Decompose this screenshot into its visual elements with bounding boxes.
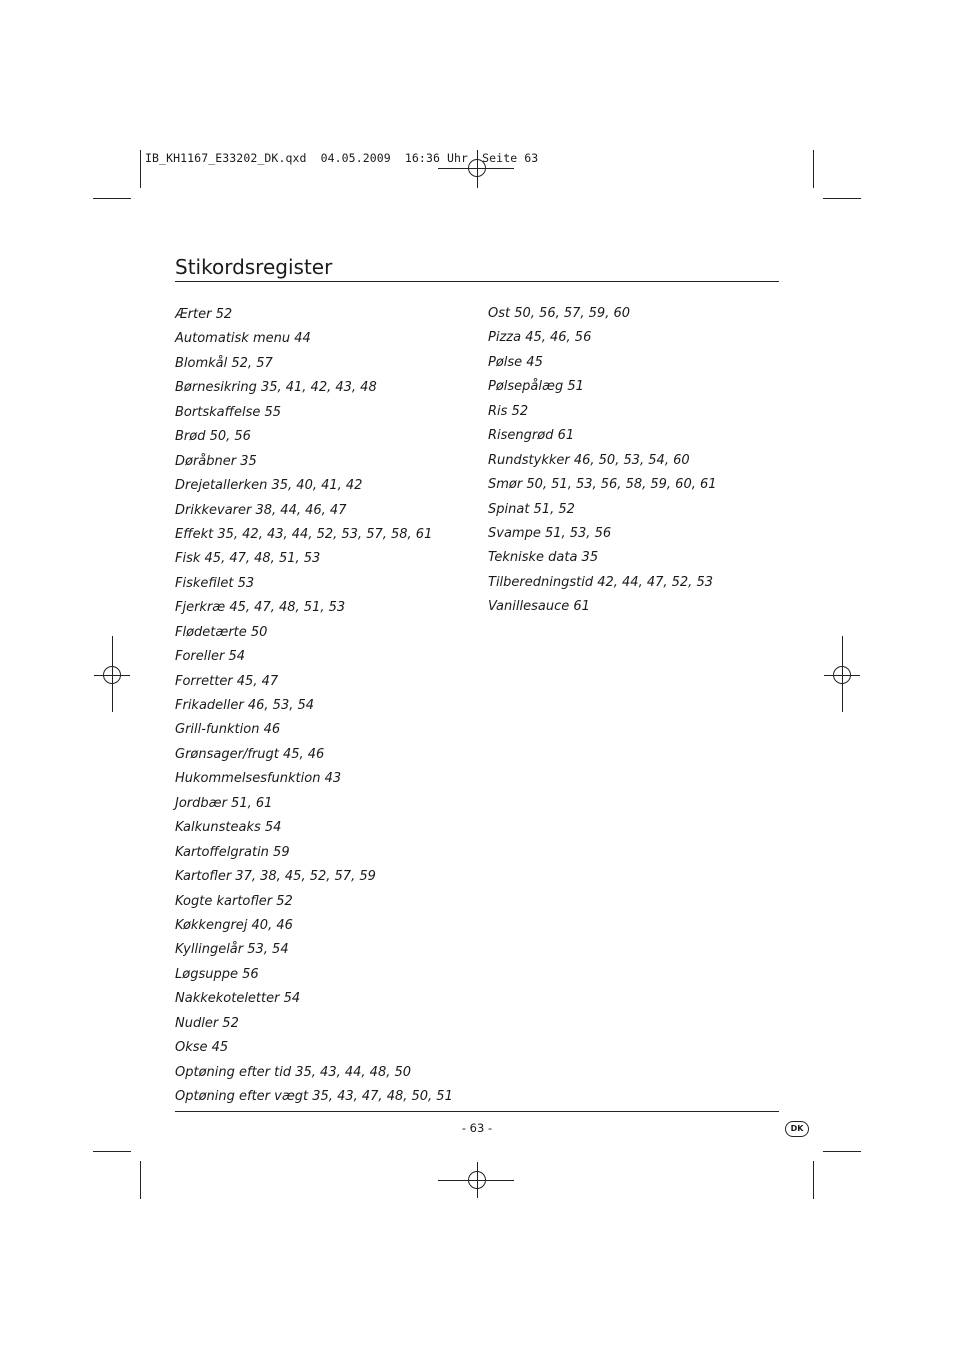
crop-mark <box>813 1161 814 1199</box>
index-entry: Flødetærte 50 <box>175 624 268 640</box>
index-entry: Kyllingelår 53, 54 <box>175 942 289 958</box>
title-rule <box>175 281 779 282</box>
index-column-left <box>175 303 453 1109</box>
crop-mark <box>93 198 131 199</box>
index-entry: Ris 52 <box>488 403 529 419</box>
index-entry: Optøning efter tid 35, 43, 44, 48, 50 <box>175 1064 412 1080</box>
index-entry: Drejetallerken 35, 40, 41, 42 <box>175 478 363 494</box>
crop-mark <box>93 1151 131 1152</box>
index-entry: Grill-funktion 46 <box>175 722 281 738</box>
crop-mark <box>842 636 843 712</box>
crop-mark <box>823 1151 861 1152</box>
index-entry: Jordbær 51, 61 <box>175 795 273 811</box>
index-entry: Kogte kartofler 52 <box>175 893 293 909</box>
index-entry: Fisk 45, 47, 48, 51, 53 <box>175 551 321 567</box>
index-entry: Automatisk menu 44 <box>175 331 311 347</box>
language-badge: DK <box>785 1121 809 1137</box>
index-entry: Blomkål 52, 57 <box>175 355 273 371</box>
crop-mark <box>140 1161 141 1199</box>
index-entry: Forretter 45, 47 <box>175 673 279 689</box>
index-entry: Fiskefilet 53 <box>175 575 255 591</box>
index-entry: Foreller 54 <box>175 649 246 665</box>
index-entry: Kartofler 37, 38, 45, 52, 57, 59 <box>175 869 376 885</box>
index-entry: Grønsager/frugt 45, 46 <box>175 746 325 762</box>
index-entry: Tilberedningstid 42, 44, 47, 52, 53 <box>488 574 713 590</box>
index-entry: Pizza 45, 46, 56 <box>488 330 592 346</box>
index-entry: Nakkekoteletter 54 <box>175 991 301 1007</box>
index-entry: Effekt 35, 42, 43, 44, 52, 53, 57, 58, 61 <box>175 526 433 542</box>
index-entry: Pølse 45 <box>488 354 543 370</box>
index-entry: Ærter 52 <box>175 307 233 322</box>
index-entry: Pølsepålæg 51 <box>488 379 584 395</box>
index-entry: Fjerkræ 45, 47, 48, 51, 53 <box>175 600 346 616</box>
print-slug: IB_KH1167_E33202_DK.qxd 04.05.2009 16:36 Uhr Seite 63 <box>145 151 539 165</box>
index-entry: Tekniske data 35 <box>488 550 599 566</box>
index-entry: Døråbner 35 <box>175 453 257 469</box>
index-entry: Risengrød 61 <box>488 428 575 444</box>
index-entry: Kalkunsteaks 54 <box>175 820 282 836</box>
index-entry: Kartoffelgratin 59 <box>175 844 290 860</box>
index-entry: Rundstykker 46, 50, 53, 54, 60 <box>488 452 690 468</box>
index-entry: Brød 50, 56 <box>175 429 251 445</box>
index-entry: Okse 45 <box>175 1040 229 1056</box>
crop-mark <box>438 1180 514 1181</box>
crop-mark <box>438 168 514 169</box>
index-entry: Drikkevarer 38, 44, 46, 47 <box>175 502 347 518</box>
index-entry: Køkkengrej 40, 46 <box>175 917 293 933</box>
index-entry: Smør 50, 51, 53, 56, 58, 59, 60, 61 <box>488 477 717 493</box>
index-entry: Bortskaffelse 55 <box>175 404 282 420</box>
index-column-right <box>488 302 717 620</box>
index-entry: Nudler 52 <box>175 1015 239 1031</box>
index-entry: Frikadeller 46, 53, 54 <box>175 698 315 713</box>
page-title: Stikordsregister <box>175 255 333 279</box>
index-entry: Vanillesauce 61 <box>488 599 590 615</box>
index-entry: Løgsuppe 56 <box>175 966 259 982</box>
index-entry: Ost 50, 56, 57, 59, 60 <box>488 306 631 321</box>
crop-mark <box>140 150 141 188</box>
footer-rule <box>175 1111 779 1112</box>
index-entry: Optøning efter vægt 35, 43, 47, 48, 50, 51 <box>175 1089 453 1104</box>
page-number: - 63 - <box>461 1121 493 1135</box>
crop-mark <box>823 198 861 199</box>
index-entry: Svampe 51, 53, 56 <box>488 525 612 541</box>
crop-mark <box>112 636 113 712</box>
crop-mark <box>813 150 814 188</box>
index-entry: Spinat 51, 52 <box>488 501 575 517</box>
index-entry: Hukommelsesfunktion 43 <box>175 771 342 787</box>
index-entry: Børnesikring 35, 41, 42, 43, 48 <box>175 380 377 396</box>
